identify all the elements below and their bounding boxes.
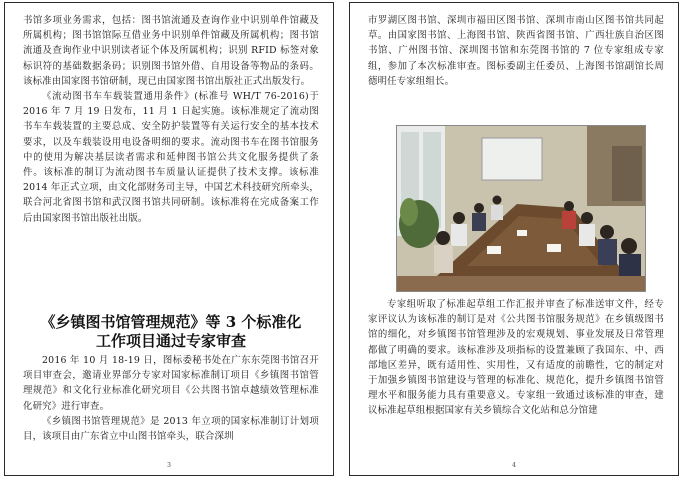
page-number-right: 4 (512, 462, 516, 469)
left-paragraph-2: 《流动图书车车载装置通用条件》(标准号 WH/T 76-2016)于 2016 年 7 月 19 日发布，11 月 1 日起实施。该标准规定了流动图书车车载装置的主要总成、安全防护装置等有关运行安全的基本技术要求，以及车载装设用电设备明细的要求。流动图书车在图书馆服务中的使用为解决基层读者需求和延伸图书馆公共文化服务提供了条件。该标准的制订为流动图书车质量认证提供了技术支撑。该标准 2014 年正式立项，由文化部财务司主导，中国艺术科技研究所牵头，联合河北省图书馆和武汉图书馆共同研制。该标准将在完成备案工作后由国家图书馆出版社出版。 (23, 91, 319, 224)
right-paragraph-1: 市罗湖区图书馆、深圳市福田区图书馆、深圳市南山区图书馆共同起草。由国家图书馆、上海图书馆、陕西省图书馆、广西壮族自治区图书馆、广州图书馆、深圳图书馆和东莞图书馆的 7 位专家组成专家组，参加了本次标准审查。图标委副主任委员、上海图书馆副馆长周德明任专家组组长。 (368, 15, 664, 87)
page-number-left: 3 (167, 462, 171, 469)
left-paragraph-3: 2016 年 10 月 18-19 日，图标委秘书处在广东东莞图书馆召开项目审查会，邀请业界部分专家对国家标准制订项目《乡镇图书馆管理规范》和文化行业标准化研究项目《公共图书馆卓越绩效管理标准化研究》进行审查。 (23, 355, 319, 412)
left-paragraph-1: 书馆多项业务需求，包括：图书馆流通及查询作业中识别单件馆藏及所属机构；图书馆馆际互借业务中识别单件馆藏及所属机构；图书馆流通及查询作业中识别读者证个体及所属机构；识别 RFID 标签对象标识符的基础数据条码；识别图书馆外借、自用设备等物品的条码。该标准由国家图书馆研制，现已由国家图书馆出版社正式出版发行。 (23, 15, 319, 87)
section-heading (23, 313, 319, 351)
section-heading-line-2: 工作项目通过专家审查 (95, 332, 246, 350)
left-page (4, 2, 334, 476)
left-paragraph-4: 《乡镇图书馆管理规范》是 2013 年立项的国家标准制订计划项目，该项目由广东省立中山图书馆牵头，联合深圳 (23, 415, 319, 443)
right-page-body-bottom (368, 297, 664, 419)
right-page (349, 2, 679, 476)
right-paragraph-2: 专家组听取了标准起草组工作汇报并审查了标准送审文件，经专家评议认为该标准的制订是对《公共图书馆服务规范》在乡镇级图书馆的细化，对乡镇图书馆管理涉及的宏观规划、事业发展及日常管理都做了明确的要求。该标准涉及项指标的设置兼顾了我国东、中、西部地区差异，既有适用性、实用性，又有适度的前瞻性，它的制定对于加强乡镇图书馆建设与管理的标准化、规范化，提升乡镇图书馆管理水平和服务能力具有重要意义。专家组一致通过该标准的审查，建议标准起草组根据国家有关乡镇综合文化站和总分馆建 (368, 299, 664, 417)
right-page-body-top (368, 13, 664, 89)
left-page-body-top (23, 13, 319, 226)
section-heading-line-1: 《乡镇图书馆管理规范》等 3 个标准化 (40, 313, 302, 331)
meeting-photo-illustration (397, 126, 646, 292)
meeting-photo (396, 125, 646, 292)
left-page-body-bottom (23, 353, 319, 444)
